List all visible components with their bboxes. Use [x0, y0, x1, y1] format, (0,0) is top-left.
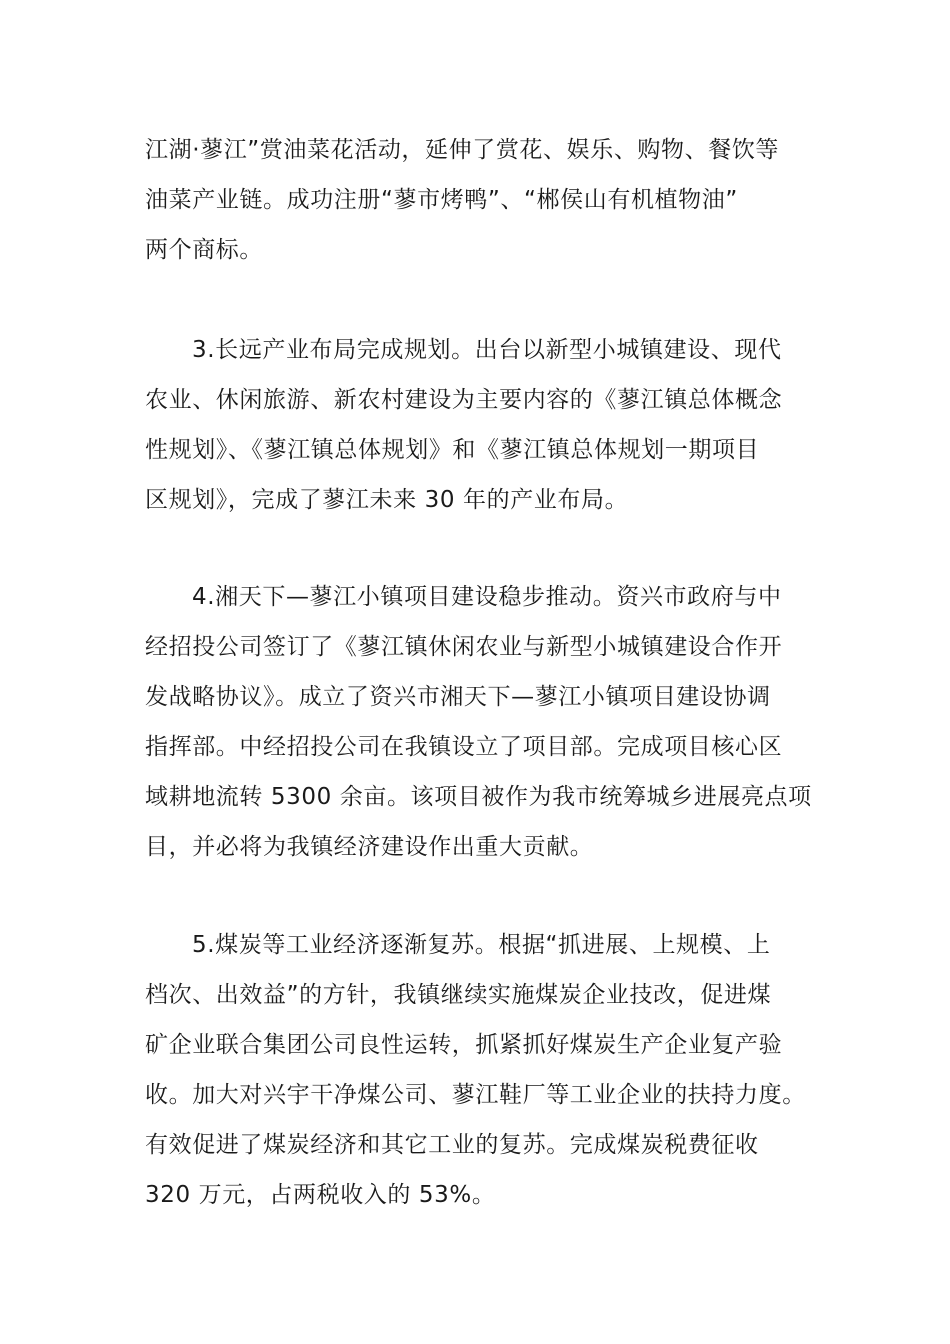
- text-line: 3.长远产业布局完成规划。出台以新型小城镇建设、现代: [192, 337, 782, 363]
- text-line: 农业、休闲旅游、新农村建设为主要内容的《蓼江镇总体概念: [145, 387, 783, 413]
- text-line: 4.湘天下—蓼江小镇项目建设稳步推动。资兴市政府与中: [192, 584, 782, 610]
- text-line: 域耕地流转 5300 余亩。该项目被作为我市统筹城乡进展亮点项: [145, 784, 812, 810]
- paragraph-coal-industry: [145, 920, 810, 1220]
- text-line: 收。加大对兴宇干净煤公司、蓼江鞋厂等工业企业的扶持力度。: [145, 1082, 806, 1108]
- text-line: 性规划》、《蓼江镇总体规划》和《蓼江镇总体规划一期项目: [145, 437, 760, 463]
- text-line: 区规划》，完成了蓼江未来 30 年的产业布局。: [145, 487, 629, 513]
- text-line: 指挥部。中经招投公司在我镇设立了项目部。完成项目核心区: [145, 734, 783, 760]
- paragraph-continuation: [145, 125, 810, 275]
- text-line: 油菜产业链。成功注册“蓼市烤鸭”、“郴侯山有机植物油”: [145, 187, 738, 213]
- paragraph-town-project: [145, 572, 810, 872]
- text-line: 经招投公司签订了《蓼江镇休闲农业与新型小城镇建设合作开: [145, 634, 783, 660]
- text-line: 320 万元，占两税收入的 53%。: [145, 1182, 496, 1208]
- text-line: 目，并必将为我镇经济建设作出重大贡献。: [145, 834, 594, 860]
- text-line: 5.煤炭等工业经济逐渐复苏。根据“抓进展、上规模、上: [192, 932, 771, 958]
- paragraph-industry-planning: [145, 325, 810, 525]
- text-line: 有效促进了煤炭经济和其它工业的复苏。完成煤炭税费征收: [145, 1132, 759, 1158]
- text-line: 档次、出效益”的方针，我镇继续实施煤炭企业技改，促进煤: [145, 982, 772, 1008]
- text-line: 江湖·蓼江”赏油菜花活动，延伸了赏花、娱乐、购物、餐饮等: [145, 137, 780, 163]
- text-line: 发战略协议》。成立了资兴市湘天下—蓼江小镇项目建设协调: [145, 684, 771, 710]
- text-line: 矿企业联合集团公司良性运转，抓紧抓好煤炭生产企业复产验: [145, 1032, 783, 1058]
- text-line: 两个商标。: [145, 237, 263, 263]
